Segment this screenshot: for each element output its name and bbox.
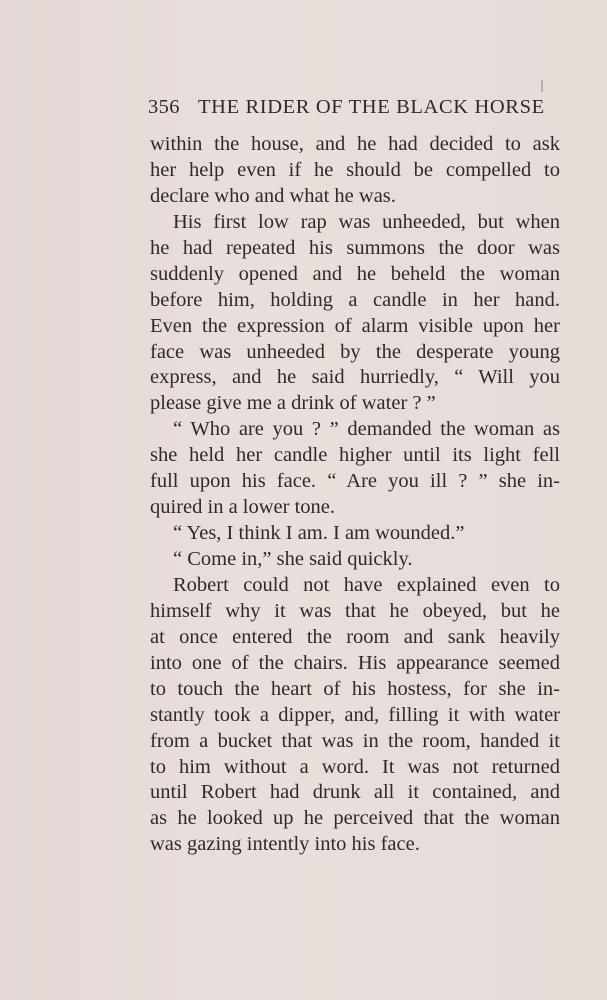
text-line: Robert could not have explained even to	[173, 573, 560, 596]
text-line: her help even if he should be compelled to	[150, 158, 560, 181]
text-line: before him, holding a candle in her hand.	[150, 288, 560, 311]
text-line: declare who and what he was.	[150, 184, 396, 207]
text-line: into one of the chairs. His appearance seemed	[150, 651, 560, 674]
page-mark	[541, 80, 543, 92]
text-line: she held her candle higher until its light fell	[150, 444, 560, 467]
text-line: at once entered the room and sank heavily	[150, 625, 560, 648]
text-line: “ Yes, I think I am. I am wounded.”	[173, 522, 465, 545]
text-line: suddenly opened and he beheld the woman	[150, 262, 560, 285]
text-line: full upon his face. “ Are you ill ? ” she in-	[150, 470, 560, 493]
text-line: within the house, and he had decided to ask	[150, 133, 560, 155]
running-title: THE RIDER OF THE BLACK HORSE	[198, 96, 545, 118]
text-line: quired in a lower tone.	[150, 496, 336, 519]
text-line: to touch the heart of his hostess, for she in-	[150, 677, 560, 700]
text-line: to him without a word. It was not returned	[150, 755, 560, 778]
page-number: 356	[148, 96, 180, 118]
text-line: express, and he said hurriedly, “ Will you	[150, 366, 560, 389]
text-line: His first low rap was unheeded, but when	[173, 210, 560, 233]
text-line: Even the expression of alarm visible upon her	[150, 314, 560, 337]
body-text	[150, 132, 560, 858]
running-head	[148, 96, 558, 122]
text-line: face was unheeded by the desperate young	[150, 340, 560, 363]
text-line: from a bucket that was in the room, handed it	[150, 729, 560, 752]
text-line: “ Come in,” she said quickly.	[173, 548, 413, 570]
text-line: was gazing intently into his face.	[150, 833, 420, 856]
text-line: as he looked up he perceived that the woman	[150, 807, 560, 830]
text-line: “ Who are you ? ” demanded the woman as	[173, 418, 560, 441]
text-line: please give me a drink of water ? ”	[150, 392, 436, 415]
text-line: he had repeated his summons the door was	[150, 236, 560, 259]
text-line: until Robert had drunk all it contained, and	[150, 781, 560, 804]
text-line: stantly took a dipper, and, filling it with water	[150, 703, 560, 726]
text-line: himself why it was that he obeyed, but he	[150, 599, 560, 622]
